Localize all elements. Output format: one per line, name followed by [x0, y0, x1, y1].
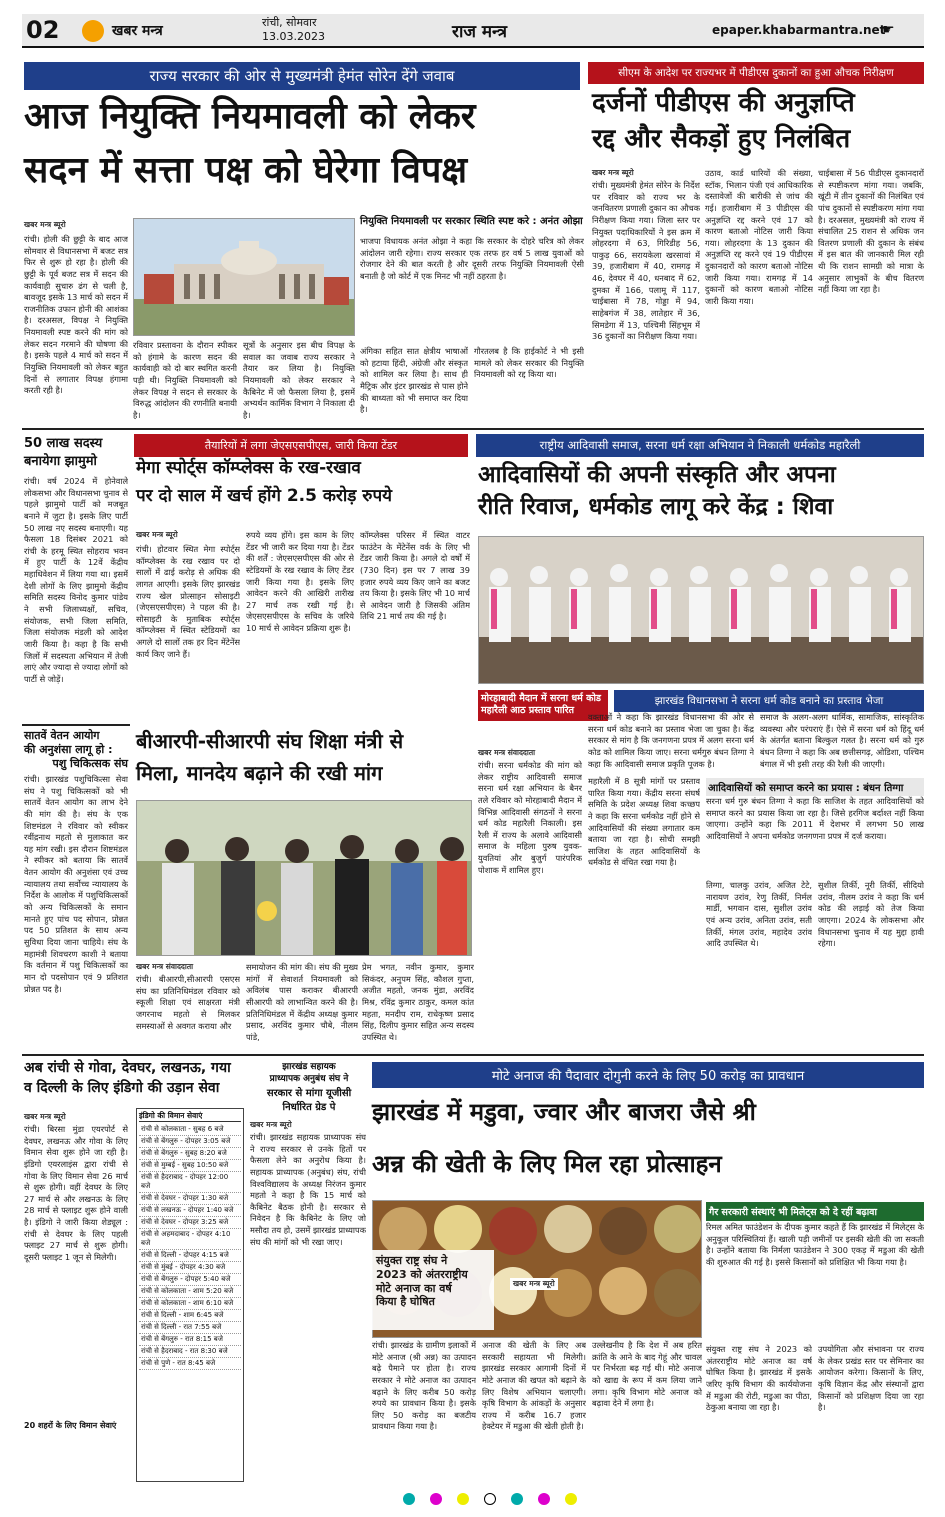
- flight-cell: रांची से पुणे - रात 8:45 बजे: [139, 1358, 241, 1370]
- story10-byline: खबर मन्त्र ब्यूरो: [510, 1278, 558, 1290]
- story2-headline-2: रद्द और सैकड़ों हुए निलंबित: [592, 124, 851, 154]
- cursor-icon: ☛: [882, 22, 895, 38]
- story5-col1: रांची। सरना धर्मकोड की मांग को लेकर राष्ट्रीय आदिवासी समाज सरना धर्म रक्षा अभियान के बैनर तले रविवार को मोरहाबादी मैदान में विभिन्न आदिवासी संगठनों ने सरना धर्म कोड महारैली निकाली। इस रैली में राज्य के अलावे आदिवासी समाज के महिला पुरुष युवक-युवतियां और बुजुर्ग पारंपरिक पोशाक में शामिल हुए।: [478, 760, 582, 875]
- story7-headline-1: बीआरपी-सीआरपी संघ शिक्षा मंत्री से: [136, 729, 404, 753]
- flight-row: [139, 1124, 241, 1136]
- flight-row: [139, 1172, 241, 1193]
- flight-row: [139, 1322, 241, 1334]
- crosshair-icon: [484, 1493, 496, 1505]
- story3-body: रांची। वर्ष 2024 में होनेवाले लोकसभा और विधानसभा चुनाव से पहले झामुमो पार्टी को मजबूत बनाने में जुटा है। इसके लिए पार्टी 50 लाख नए सदस्य बनाएगी। यह फैसला 18 दिसंबर 2021 को रांची के हरमू स्थित सोहराय भवन में हुए पार्टी के 12वें केंद्रीय महाधिवेशन में लिया गया था। इसमें देशी लोगों के लिए झामुमो केंद्रीय समिति सदस्य विनोद कुमार पांडेय ने सभी जिलाध्यक्षों, सचिव, संयोजक, सभी जिला समिति, जिला संयोजक मंडली को आदेश जारी किया है। कहा है कि सभी जिलों में सदस्यता अभियान में तेजी लाएं और ज्यादा से ज्यादा लोगों को पार्टी से जोड़ें।: [24, 476, 128, 684]
- story5-box2-body: सरना धर्म गुरु बंधन तिग्गा ने कहा कि साजिश के तहत आदिवासियों को समाप्त करने का प्रयास किया जा रहा है। जिसे हरगिज बर्दाश्त नहीं किया जाएगा। उन्होंने कहा कि 2011 में देशभर में लगभग 50 लाख आदिवासियों ने अपना धर्मकोड जनगणना प्रपत्र में दर्ज कराया।: [706, 796, 924, 841]
- color-dot-icon: [511, 1493, 523, 1505]
- flight-cell: रांची से बेंगलुरु - रात 8:15 बजे: [139, 1334, 241, 1346]
- story10-subhead-4: किया है घोषित: [376, 1295, 435, 1309]
- story10-strap: मोटे अनाज की पैदावार दोगुनी करने के लिए 50 करोड़ का प्रावधान: [372, 1062, 924, 1088]
- story8-body: रांची। बिरसा मुंडा एयरपोर्ट से देवघर, लखनऊ और गोवा के लिए विमान सेवा शुरू होने जा रही है। इंडिगो एयरलाइंस द्वारा रांची से गोवा के लिए विमान सेवा 26 मार्च से शुरू होगी। वहीं देवघर के लिए 27 मार्च से और लखनऊ के लिए 28 मार्च से फ्लाइट शुरू होने वाली है। इंडिगो ने जारी किया शेड्यूल : रांची से देवघर के लिए पहली फ्लाइट 27 मार्च से शुरू होगी। दूसरी फ्लाइट 1 जून से मिलेगी।: [24, 1124, 128, 1263]
- story9-byline: खबर मन्त्र ब्यूरो: [250, 1120, 292, 1129]
- section-title: राज मन्त्र: [452, 22, 507, 42]
- story8-headline-1: अब रांची से गोवा, देवघर, लखनऊ, गया: [24, 1060, 231, 1076]
- story2-col1: रांची। मुख्यमंत्री हेमंत सोरेन के निर्देश पर रविवार को राज्य भर के जनवितरण प्रणाली दुकान का औचक निरीक्षण किया गया। जिला स्तर पर नियुक्त पदाधिकारियों ने इस क्रम में लोहरदगा में 63, गिरिडीह 56, पाकुड़ 66, सरायकेला खरसावां में 39, हजारीबाग में 40, रामगढ़ में 46, देवघर में 40, धनबाद में 62, दुमका में 166, पलामू में 117, चाईबासा में 78, गोड्डा में 94, साहेबगंज में 38, लातेहार में 36, सिमडेगा में 13, पश्चिमी सिंहभूम में 36 दुकानों का निरीक्षण किया गया।: [592, 180, 700, 342]
- flight-row: [139, 1217, 241, 1229]
- flight-cell: रांची से देवघर - दोपहर 1:30 बजे: [139, 1193, 241, 1205]
- flight-row: [139, 1262, 241, 1274]
- story7-byline: खबर मन्त्र संवाददाता: [136, 962, 194, 971]
- story10-subhead-1: संयुक्त राष्ट्र संघ ने: [376, 1254, 448, 1267]
- flight-row: [139, 1310, 241, 1322]
- flight-row: [139, 1205, 241, 1217]
- divider-3: [22, 1054, 924, 1056]
- story2-byline: खबर मन्त्र ब्यूरो: [592, 168, 634, 177]
- flight-cell: रांची से दिल्ली - शाम 6:45 बजे: [139, 1310, 241, 1322]
- story10-subhead-2: 2023 को अंतरराष्ट्रीय: [376, 1267, 468, 1281]
- flight-cell: रांची से दिल्ली - दोपहर 4:15 बजे: [139, 1250, 241, 1262]
- story5-strap: राष्ट्रीय आदिवासी समाज, सरना धर्म रक्षा अभियान ने निकाली धर्मकोड महारैली: [476, 434, 924, 457]
- story9-headline-1: सरकार से मांगा यूजीसी: [266, 1088, 352, 1099]
- story5-sub-strap: मोरहाबादी मैदान में सरना धर्म कोड महारैली आठ प्रस्ताव पारित: [478, 690, 608, 721]
- story1-side-body: भाजपा विधायक अनंत ओझा ने कहा कि सरकार के दोहरे चरित्र को लेकर आंदोलन जारी रहेगा। राज्य सरकार एक तरफ हर वर्ष 5 लाख युवाओं को रोजगार देने की बात करती है और दूसरी तरफ नियुक्ति नियमावली ऐसी बनाती है जो कोर्ट में एक मिनट भी नहीं ठहरता है।: [360, 236, 584, 281]
- flight-cell: रांची से कोलकाता - शाम 5:20 बजे: [139, 1286, 241, 1298]
- story7-col2: समायोजन की मांग की। संघ की मुख्य मांगों में सेवाशर्त नियमावली को अविलंब पास कराकर बीआरपी सीआरपी को लाभान्वित करने की है। प्रतिनिधिमंडल में केंद्रीय अध्यक्ष कुमार प्रसाद, अरविंद कुमार चौबे, नीलम पांडे,: [246, 962, 358, 1042]
- story5-box-headline: झारखंड विधानसभा ने सरना धर्म कोड बनाने का प्रस्ताव भेजा: [614, 690, 924, 712]
- flight-cell: रांची से बेंगलुरु - दोपहर 3:05 बजे: [139, 1136, 241, 1148]
- story9-headline-2: निर्धारित ग्रेड पे: [282, 1102, 336, 1113]
- story4-col3: कॉम्प्लेक्स परिसर में स्थित वाटर फाउंटेन के मेंटेनेंस वर्क के लिए भी टेंडर जारी किया है। अगले दो वर्षों में (730 दिन) इस पर 7 लाख 39 हजार रुपये व्यय किए जाने का बजट तय किया है। इसके लिए भी 10 मार्च से आवेदन जारी है जिसकी अंतिम तिथि 21 मार्च तय की गई है।: [360, 530, 470, 622]
- story1-body2: सूत्रों के अनुसार इस बीच विपक्ष के सवाल का जवाब राज्य सरकार ने तैयार कर लिया है। नियुक्ति नियमावली को लेकर सरकार ने कैबिनेट में जो फैसला लिया है, इसमें अभ्यर्थन कार्मिक विभाग ने निकाला दी है।: [243, 340, 355, 420]
- story1-headline-1: आज नियुक्ति नियमावली को लेकर: [24, 96, 476, 137]
- flight-cell: रांची से लखनऊ - दोपहर 1:40 बजे: [139, 1205, 241, 1217]
- flight-cell: रांची से मुम्बई - सुबह 10:50 बजे: [139, 1160, 241, 1172]
- flight-row: [139, 1136, 241, 1148]
- story4-col1: रांची। होटवार स्थित मेगा स्पोर्ट्स कॉम्प्लेक्स के रख रखाव पर दो सालों में ढाई करोड़ से अधिक की लागत आएगी। इसके लिए झारखंड राज्य खेल प्रोत्साहन सोसाइटी (जेएसएसपीएस) ने पहल की है। सोसाइटी के मुताबिक स्पोर्ट्स कॉम्प्लेक्स में स्थित स्टेडियमों का अगले दो सालों तक हर दिन मेंटेनेंस कार्य किए जाने हैं।: [136, 544, 240, 659]
- assembly-photo: [133, 218, 355, 336]
- brand-logo-icon: [82, 20, 104, 42]
- flight-row: [139, 1298, 241, 1310]
- story1-strap: राज्य सरकार की ओर से मुख्यमंत्री हेमंत सोरेन देंगे जवाब: [24, 62, 580, 90]
- story10-right-headline: गैर सरकारी संस्थाएं भी मिलेट्स को दे रहीं बढ़ावा: [706, 1202, 924, 1221]
- flight-row: [139, 1193, 241, 1205]
- story7-col3: प्रेम भगत, नवीन कुमार, कुमार सिकंदर, अनुपम सिंह, कौशल गुप्ता, अजीत महतो, जनक मुंडा, अरविंद मिश्र, रविंद्र कुमार ठाकुर, कमल कांत महता, मनदीप राम, राधेकृष्ण प्रसाद सिंह, दिलीप कुमार सहित अन्य सदस्य उपस्थित थे।: [362, 962, 474, 1042]
- flight-cell: रांची से कोलकाता - सुबह 6 बजे: [139, 1124, 241, 1136]
- story10-col2: अनाज की खेती के लिए अब सरकारी सहायता भी मिलेगी। झारखंड सरकार आगामी दिनों में मोटे अनाज की खपत को बढ़ाने के लिए विशेष अभियान चलाएगी। कृषि विभाग के आंकड़ों के अनुसार राज्य में करीब 16.7 हजार हेक्टेयर में मडुआ की खेती होती है।: [482, 1340, 586, 1432]
- story1-headline-2: सदन में सत्ता पक्ष को घेरेगा विपक्ष: [24, 150, 468, 191]
- divider-1: [22, 428, 924, 430]
- story5-col3: तिग्गा, चालकु उरांव, अजित टेटे, नारायण उरांव, रेणु तिर्की, निर्मल मार्डी, भगवान दास, सुशील उरांव एवं अन्य उरांव, अनिता उरांव, सती तिर्की, मंगल उरांव, महादेव उरांव आदि उपस्थित थे।: [706, 880, 812, 949]
- story5-box-col2: समाज के अलग-अलग धार्मिक, सामाजिक, सांस्कृतिक व्यवस्था और परंपराएं हैं। ऐसे में सरना धर्म को हिंदू धर्म के अंतर्गत बताना बिल्कुल गलत है। सरना धर्म को गुरु बंधन तिग्गा ने कहा कि अब छत्तीसगढ़, ओडिशा, पश्चिम बंगाल में भी इसी तरह की रैली की जाएगी।: [760, 712, 924, 769]
- story7-headline-2: मिला, मानदेय बढ़ाने की रखी मांग: [136, 761, 383, 785]
- story9-col1: रांची। झारखंड सहायक प्राध्यापक संघ ने राज्य सरकार से उनके हितों पर फैसला लेने का अनुरोध किया है। सहायक प्राध्यापक (अनुबंध) संघ, रांची विश्वविद्यालय के अध्यक्ष निरंजन कुमार महतो ने कहा है कि 15 मार्च को कैबिनेट बैठक होनी है। सरकार से निवेदन है कि कैबिनेट के लिए जो मसौदा तय हो, उसमें झारखंड प्राध्यापक संघ की मांगों को भी रखा जाए।: [250, 1132, 366, 1247]
- color-dot-icon: [457, 1493, 469, 1505]
- divider-2: [22, 724, 130, 726]
- brand-name: खबर मन्त्र: [112, 23, 163, 39]
- story5-box-col1: वक्ताओं ने कहा कि झारखंड विधानसभा की ओर से सरना धर्म कोड बनाने का प्रस्ताव भेजा जा चुका है। केंद्र सरकार से मांग है कि जनगणना प्रपत्र में अलग सरना धर्म कोड को शामिल किया जाए। सरना धर्मगुरु बंधन तिग्गा ने कहा कि आदिवासी समाज प्रकृति पूजक है।: [588, 712, 754, 769]
- flights-table-title: इंडिगो की विमान सेवाएं: [139, 1111, 241, 1122]
- flight-cell: रांची से मुंबई - दोपहर 4:30 बजे: [139, 1262, 241, 1274]
- header-city: रांची, सोमवार: [262, 16, 317, 29]
- story1-body3: अंगिका सहित सात क्षेत्रीय भाषाओं को हटाया हिंदी, अंग्रेजी और संस्कृत को शामिल कर लिया है। साथ ही मैट्रिक और इंटर झारखंड से पास होने की बाध्यता को भी समाप्त कर दिया है।: [360, 346, 468, 415]
- header-date: 13.03.2023: [262, 30, 325, 43]
- story5-box2-headline: आदिवासियों को समाप्त करने का प्रयास : बंधन तिग्गा: [706, 778, 924, 796]
- flight-cell: रांची से देवघर - दोपहर 3:25 बजे: [139, 1217, 241, 1229]
- story8-highlight: 20 शहरों के लिए विमान सेवाएं: [24, 1421, 117, 1430]
- flight-cell: रांची से हैदराबाद - रात 8:30 बजे: [139, 1346, 241, 1358]
- story1-byline: खबर मन्त्र ब्यूरो: [24, 220, 66, 229]
- flights-table-box: [136, 1108, 244, 1482]
- story10-right-col2: उपयोगिता और संभावना पर राज्य के लेकर प्रखंड स्तर पर सेमिनार का आयोजन करेगा। किसानों के लिए, कृषि विज्ञान केंद्र और संस्थानों द्वारा किसानों को प्रशिक्षण दिया जा रहा है।: [818, 1344, 924, 1413]
- flight-cell: रांची से बेंगलुरु - दोपहर 5:40 बजे: [139, 1274, 241, 1286]
- story8-byline: खबर मन्त्र ब्यूरो: [24, 1112, 66, 1121]
- story6-headline-3: पशु चिकित्सक संघ: [52, 757, 128, 770]
- story10-col3: उल्लेखनीय है कि देश में अब हरित क्रांति के आने के बाद गेहूं और चावल पर निर्भरता बढ़ गई थी। मोटे अनाज को खाद्य के रूप में कम लिया जाने लगा। कृषि विभाग मोटे अनाज को बढ़ावा देने में लगा है।: [592, 1340, 702, 1409]
- story7-col1: रांची। बीआरपी,सीआरपी एसएस संघ का प्रतिनिधिमंडल रविवार को स्कूली शिक्षा एवं साक्षरता मंत्री जगरनाथ महतो से मिलकर समस्याओं से अवगत कराया और: [136, 974, 240, 1031]
- color-dot-icon: [565, 1493, 577, 1505]
- story8-headline-2: व दिल्ली के लिए इंडिगो की उड़ान सेवा: [24, 1080, 220, 1096]
- color-dot-icon: [538, 1493, 550, 1505]
- story4-headline-1: मेगा स्पोर्ट्स कॉम्प्लेक्स के रख-रखाव: [136, 458, 361, 478]
- flight-cell: रांची से अहमदाबाद - दोपहर 4:10 बजे: [139, 1229, 241, 1250]
- flight-row: [139, 1160, 241, 1172]
- color-dot-icon: [403, 1493, 415, 1505]
- story4-col2: रुपये व्यय होंगे। इस काम के लिए टेंडर भी जारी कर दिया गया है। टेंडर की शर्तें : जेएसएसपीएस की ओर से स्टेडियमों के रख रखाव के लिए टेंडर जारी किया गया है। इसके लिए आवेदन करने की आखिरी तारीख 27 मार्च तक रखी गई है। जेएसएसपीएस के सचिव के जरिये 10 मार्च से आवेदन प्रक्रिया शुरू है।: [246, 530, 354, 634]
- rally-photo: [478, 536, 924, 684]
- registration-marks: [340, 1490, 640, 1509]
- flight-row: [139, 1346, 241, 1358]
- story10-subhead-3: मोटे अनाज का वर्ष: [376, 1281, 452, 1295]
- story5-headline-1: आदिवासियों की अपनी संस्कृति और अपना: [478, 462, 836, 488]
- story1-body1: रांची। होली की छुट्टी के बाद आज सोमवार से विधानसभा में बजट सत्र फिर से शुरू हो रहा है। होली की छुट्टी के पूर्व बजट सत्र में सदन की कार्यवाही सुचारु ढंग से चली है, बावजूद इसके 13 मार्च को सदन में राजनीतिक उफान होनी की आशंका है। दरअसल, विपक्ष ने नियुक्ति नियमावली स्पष्ट करने की मांग को लेकर सदन गरमाने की घोषणा की है। इसके पहले 4 मार्च को सदन में नियुक्ति नियमावली को लेकर बहुत दिनों से लगातार विपक्ष हंगामा करती रही है।: [24, 234, 128, 396]
- flight-row: [139, 1148, 241, 1160]
- story2-strap: सीएम के आदेश पर राज्यभर में पीडीएस दुकानों का हुआ औचक निरीक्षण: [588, 62, 924, 84]
- story1-side-headline: नियुक्ति नियमावली पर सरकार स्थिति स्पष्ट करे : अनंत ओझा: [360, 216, 583, 227]
- delegation-photo: [136, 800, 472, 956]
- story2-headline-1: दर्जनों पीडीएस की अनुज्ञप्ति: [592, 88, 855, 118]
- story3-headline-1: 50 लाख सदस्य: [24, 436, 103, 451]
- story5-headline-2: रीति रिवाज, धर्मकोड लागू करे केंद्र : शिवा: [478, 494, 834, 520]
- story6-body: रांची। झारखंड पशुचिकित्सा सेवा संघ ने पशु चिकित्सकों को भी सातवें वेतन आयोग का लाभ देने की मांग की है। संघ के एक शिष्टमंडल ने रविवार को स्वीकर रवींद्रनाथ महतो से मुलाकात कर यह मांग रखी। इस दौरान शिष्टमंडल ने स्पीकर को बताया कि सातवें वेतन आयोग की अनुशंसा एवं उच्च न्यायालय तथा सर्वोच्च न्यायालय के निर्देश के आलोक में पशुचिकित्सकों को अन्य चिकित्सकों के समान मानते हुए पांच पद सोपान, प्रोन्नत पद 50 प्रतिशत के साथ अन्य सुविधा दिया जाना चाहिये। संघ के महामंत्री शिवचरण काशी ने बताया कि वर्तमान में पशु चिकित्सकों का मान दो पदसोपान एवं 9 प्रतिशत प्रोन्नत पद है।: [24, 774, 128, 994]
- story5-byline: खबर मन्त्र संवाददाता: [478, 748, 536, 757]
- story5-col4: सुशील तिर्की, नूरी तिर्की, सीदियो उरांव, नीलम उरांव ने कहा कि धर्म कोड की लड़ाई को तेज किया जाएगा। 2024 के लोकसभा और विधानसभा चुनाव में यह मुद्दा हावी रहेगा।: [818, 880, 924, 949]
- header-bar: [22, 14, 924, 48]
- story10-right-body: रिमल अमित फाउंडेशन के दीपक कुमार कहते हैं कि झारखंड में मिलेट्स के अनुकूल परिस्थितियां हैं। खाली पड़ी जमीनों पर इसकी खेती की जा सकती है। उन्होंने बताया कि निर्मला फाउंडेशन ने 300 एकड़ में मडुआ की खेती की शुरुआत की गई है। इससे किसानों को प्रशिक्षित भी किया गया है।: [706, 1222, 924, 1267]
- flights-table: [139, 1124, 241, 1370]
- flight-row: [139, 1274, 241, 1286]
- flight-row: [139, 1358, 241, 1370]
- story4-strap: तैयारियों में लगा जेएसएसपीएस, जारी किया टेंडर: [134, 434, 468, 457]
- flight-cell: रांची से बेंगलुरु - सुबह 8:20 बजे: [139, 1148, 241, 1160]
- epaper-url[interactable]: epaper.khabarmantra.net: [712, 23, 886, 37]
- story10-subhead-box: [372, 1250, 494, 1330]
- flight-cell: रांची से हैदराबाद - दोपहर 12:00 बजे: [139, 1172, 241, 1193]
- story2-col2: उठाव, कार्ड धारियों की संख्या, स्टॉक, भिलान पंजी एवं आधिकारिक दस्तावेजों की बारीकी से जांच की गई। हजारीबाग में 3 पीडीएस की अनुज्ञप्ति रद्द करने एवं 17 को कारण बताओ नोटिस जारी किया गया। लोहरदगा के 13 दुकान की अनुज्ञप्ति रद्द करने एवं 19 पीडीएस दुकानदारों को कारण बताओ नोटिस जारी किया गया। रामगढ़ में 14 दुकानों को कारण बताओ नोटिस जारी किया गया।: [705, 168, 813, 307]
- flight-row: [139, 1229, 241, 1250]
- page-number: 02: [26, 16, 60, 44]
- story4-byline: खबर मन्त्र ब्यूरो: [136, 530, 178, 539]
- story10-headline-1: झारखंड में मडुवा, ज्वार और बाजरा जैसे श्री: [372, 1098, 756, 1126]
- story10-col1: रांची। झारखंड के ग्रामीण इलाकों में मोटे अनाज (श्री अन्न) का उत्पादन बढ़े पैमाने पर होता है। राज्य सरकार ने मोटे अनाज का उत्पादन बढ़ाने के लिए करीब 50 करोड़ रुपये का प्रावधान किया है। इसके लिए 50 करोड़ का बजटीय प्रावधान किया गया है।: [372, 1340, 476, 1432]
- story5-col2: महारैली में 8 सूत्री मांगों पर प्रस्ताव पारित किया गया। केंद्रीय सरना संघर्ष समिति के प्रदेश अध्यक्ष शिवा कच्छप ने कहा कि सरना धर्मकोड नहीं होने से आदिवासियों की संख्या लगातार कम बताया जा रहा है। सोची समझी साजिश के तहत आदिवासियों के धर्मकोड से वंचित रखा गया है।: [588, 776, 700, 868]
- story1-body4: गौरतलब है कि हाईकोर्ट ने भी इसी मामले को लेकर सरकार की नियुक्ति नियमावली को रद्द किया था।: [474, 346, 584, 380]
- story10-right-col1: संयुक्त राष्ट्र संघ ने 2023 को अंतरराष्ट्रीय मोटे अनाज का वर्ष घोषित किया है। झारखंड में इसके जरिए कृषि विभाग की कार्ययोजना में मडुआ की रोटी, मडुआ का पीठा, ठेकुआ बनाया जा रहा है।: [706, 1344, 812, 1413]
- story9-strap-1: झारखंड सहायक: [282, 1062, 336, 1072]
- flight-row: [139, 1250, 241, 1262]
- flight-cell: रांची से कोलकाता - शाम 6:10 बजे: [139, 1298, 241, 1310]
- flight-row: [139, 1334, 241, 1346]
- story2-col3: चाईबासा में 56 पीडीएस दुकानदारों से स्पष्टीकरण मांगा गया। जबकि, खूंटी में तीन दुकानों की निलंबित एवं पांच दुकानों से स्पष्टीकरण मांगा गया है। दरअसल, मुख्यमंत्री को राज्य में संचालित 25 राशन से अधिक जन वितरण प्रणाली की दुकान के संबंध में इस बात की जानकारी मिल रही थी कि राशन सामग्री को मात्रा के अनुसार लाभुकों के बीच वितरण नहीं किया जा रहा है।: [818, 168, 924, 295]
- story3-headline-2: बनायेगा झामुमो: [24, 454, 97, 469]
- story6-headline-2: की अनुशंसा लागू हो :: [24, 743, 113, 756]
- story9-strap-2: प्राध्यापक अनुबंध संघ ने: [269, 1074, 349, 1084]
- story6-headline-1: सातवें वेतन आयोग: [24, 729, 100, 742]
- flight-row: [139, 1286, 241, 1298]
- color-dot-icon: [430, 1493, 442, 1505]
- story1-caption: रविवार प्रस्तावना के दौरान स्पीकर को हंगामे के कारण सदन की कार्यवाही को दो बार स्थगित करनी पड़ी थी। नियुक्ति नियमावली को लेकर विपक्ष ने सदन से सरकार के विरुद्ध आंदोलन की रणनीति बनायी है।: [133, 340, 237, 420]
- story4-headline-2: पर दो साल में खर्च होंगे 2.5 करोड़ रुपये: [136, 486, 392, 506]
- story10-headline-2: अन्न की खेती के लिए मिल रहा प्रोत्साहन: [372, 1150, 722, 1178]
- flight-cell: रांची से दिल्ली - रात 7:55 बजे: [139, 1322, 241, 1334]
